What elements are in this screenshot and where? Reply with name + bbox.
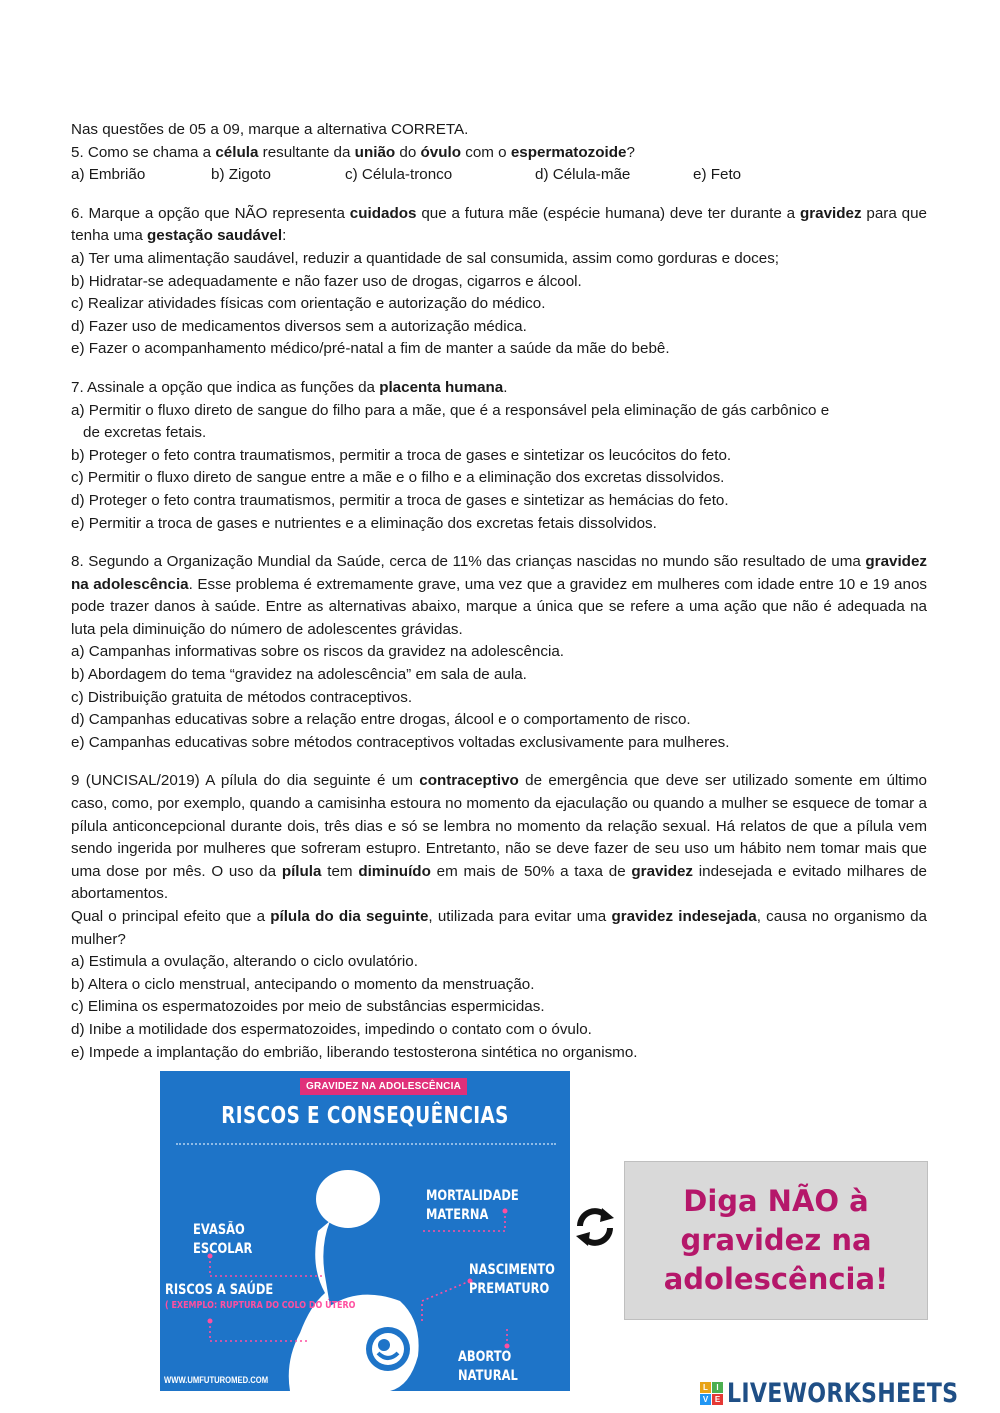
- option-9a[interactable]: a) Estimula a ovulação, alterando o ciclo ovulatório.: [71, 953, 418, 971]
- option-5b[interactable]: b) Zigoto: [211, 166, 271, 184]
- option-6d[interactable]: d) Fazer uso de medicamentos diversos sem a autorização médica.: [71, 317, 527, 335]
- option-6b[interactable]: b) Hidratar-se adequadamente e não fazer uso de drogas, cigarros e álcool.: [71, 272, 582, 290]
- infographic-riscos: [160, 1071, 570, 1391]
- option-6e[interactable]: e) Fazer o acompanhamento médico/pré-natal a fim de manter a saúde da mãe do bebê.: [71, 340, 670, 358]
- option-8b[interactable]: b) Abordagem do tema “gravidez na adolescência” em sala de aula.: [71, 666, 527, 684]
- option-6c[interactable]: c) Realizar atividades físicas com orientação e autorização do médico.: [71, 295, 546, 313]
- option-6a[interactable]: a) Ter uma alimentação saudável, reduzir a quantidade de sal consumida, assim como gorduras e doces;: [71, 249, 780, 267]
- option-9b[interactable]: b) Altera o ciclo menstrual, antecipando o momento da menstruação.: [71, 975, 535, 993]
- label-nascimento: NASCIMENTO PREMATURO: [469, 1262, 555, 1297]
- infographic-url: WWW.UMFUTUROMED.COM: [164, 1375, 269, 1385]
- intro-text: Nas questões de 05 a 09, marque a alternativa CORRETA.: [71, 121, 469, 138]
- option-7c[interactable]: c) Permitir o fluxo direto de sangue entre a mãe e o filho e a eliminação dos excretas dissolvidos.: [71, 469, 725, 487]
- dotted-divider: [176, 1143, 556, 1145]
- question-9-text: 9 (UNCISAL/2019) A pílula do dia seguinte é um contraceptivo de emergência que deve ser utilizado somente em último caso, como, por exemplo, quando a camisinha estoura no momento da ejaculação ou quando a mulher se esquece de tomar a pílula anticoncepcional durante dois, três dias e só se lembra no momento da relação sexual. Há relatos de que a pílula vem sendo ingerida por mulheres que sofreram estupro. Entretanto, não se deve fazer de seu uso um hábito nem tomar mais que uma dose por mês. O uso da pílula tem diminuído em mais de 50% a taxa de gravidez indesejada e evitado milhares de abortamentos.: [71, 772, 927, 903]
- option-5a[interactable]: a) Embrião: [71, 166, 146, 184]
- refresh-cycle-icon: [572, 1204, 618, 1250]
- question-9-prompt: Qual o principal efeito que a pílula do dia seguinte, utilizada para evitar uma gravidez indesejada, causa no organismo da mulher?: [71, 908, 927, 948]
- option-8a[interactable]: a) Campanhas informativas sobre os riscos da gravidez na adolescência.: [71, 643, 565, 661]
- option-8d[interactable]: d) Campanhas educativas sobre a relação entre drogas, álcool e o comportamento de risco.: [71, 711, 691, 729]
- label-mortalidade: MORTALIDADE MATERNA: [426, 1188, 519, 1223]
- option-9c[interactable]: c) Elimina os espermatozoides por meio de substâncias espermicidas.: [71, 998, 545, 1016]
- option-5d[interactable]: d) Célula-mãe: [535, 166, 631, 184]
- option-8c[interactable]: c) Distribuição gratuita de métodos contraceptivos.: [71, 688, 413, 706]
- option-5c[interactable]: c) Célula-tronco: [345, 166, 453, 184]
- label-evasao: EVASÃO ESCOLAR: [193, 1222, 253, 1257]
- question-6: 6. Marque a opção que NÃO representa cuidados que a futura mãe (espécie humana) deve ter durante a gravidez para que tenha uma gestação saudável:: [71, 204, 927, 245]
- option-9d[interactable]: d) Inibe a motilidade dos espermatozoides, impedindo o contato com o óvulo.: [71, 1020, 592, 1038]
- option-5e[interactable]: e) Feto: [693, 166, 742, 184]
- infographic-tag: GRAVIDEZ NA ADOLESCÊNCIA: [300, 1078, 467, 1095]
- question-8: 8. Segundo a Organização Mundial da Saúde, cerca de 11% das crianças nascidas no mundo são resultado de uma gravidez na adolescência. Esse problema é extremamente grave, uma vez que a gravidez em mulheres com idade entre 10 e 19 anos pode trazer danos à saúde. Entre as alternativas abaixo, marque a única que se refere a uma ação que não é adequada na luta pela diminuição do número de adolescentes grávidas.: [71, 553, 927, 638]
- liveworksheets-logo: [700, 1378, 1000, 1409]
- infographic-title: RISCOS E CONSEQUÊNCIAS: [221, 1103, 509, 1129]
- liveworksheets-logo-icon: L I V E: [700, 1382, 723, 1405]
- worksheet-body: [71, 119, 927, 1064]
- option-7d[interactable]: d) Proteger o feto contra traumatismos, permitir a troca de gases e sintetizar as hemácias do feto.: [71, 491, 729, 509]
- question-5-options: [71, 164, 927, 187]
- label-riscos-sub: ( EXEMPLO: RUPTURA DO COLO DO ÚTERO: [165, 1300, 356, 1311]
- label-aborto: ABORTO NATURAL: [458, 1349, 518, 1384]
- option-7a[interactable]: a) Permitir o fluxo direto de sangue do filho para a mãe, que é a responsável pela eliminação de gás carbônico e de excretas fetais.: [71, 401, 830, 442]
- slogan-box: [624, 1161, 928, 1320]
- brand-wordmark: LIVEWORKSHEETS: [727, 1378, 959, 1409]
- question-5: 5. Como se chama a célula resultante da união do óvulo com o espermatozoide?: [71, 143, 635, 161]
- question-7: 7. Assinale a opção que indica as funções da placenta humana.: [71, 378, 508, 396]
- option-7e[interactable]: e) Permitir a troca de gases e nutrientes e a eliminação dos excretas fetais dissolvidos.: [71, 514, 657, 532]
- option-8e[interactable]: e) Campanhas educativas sobre métodos contraceptivos voltadas exclusivamente para mulheres.: [71, 733, 730, 751]
- slogan-text: Diga NÃO à gravidez na adolescência!: [663, 1184, 889, 1296]
- label-riscos: RISCOS A SAÚDE: [165, 1282, 274, 1298]
- option-9e[interactable]: e) Impede a implantação do embrião, liberando testosterona sintética no organismo.: [71, 1043, 638, 1061]
- option-7b[interactable]: b) Proteger o feto contra traumatismos, permitir a troca de gases e sintetizar os leucócitos do feto.: [71, 446, 732, 464]
